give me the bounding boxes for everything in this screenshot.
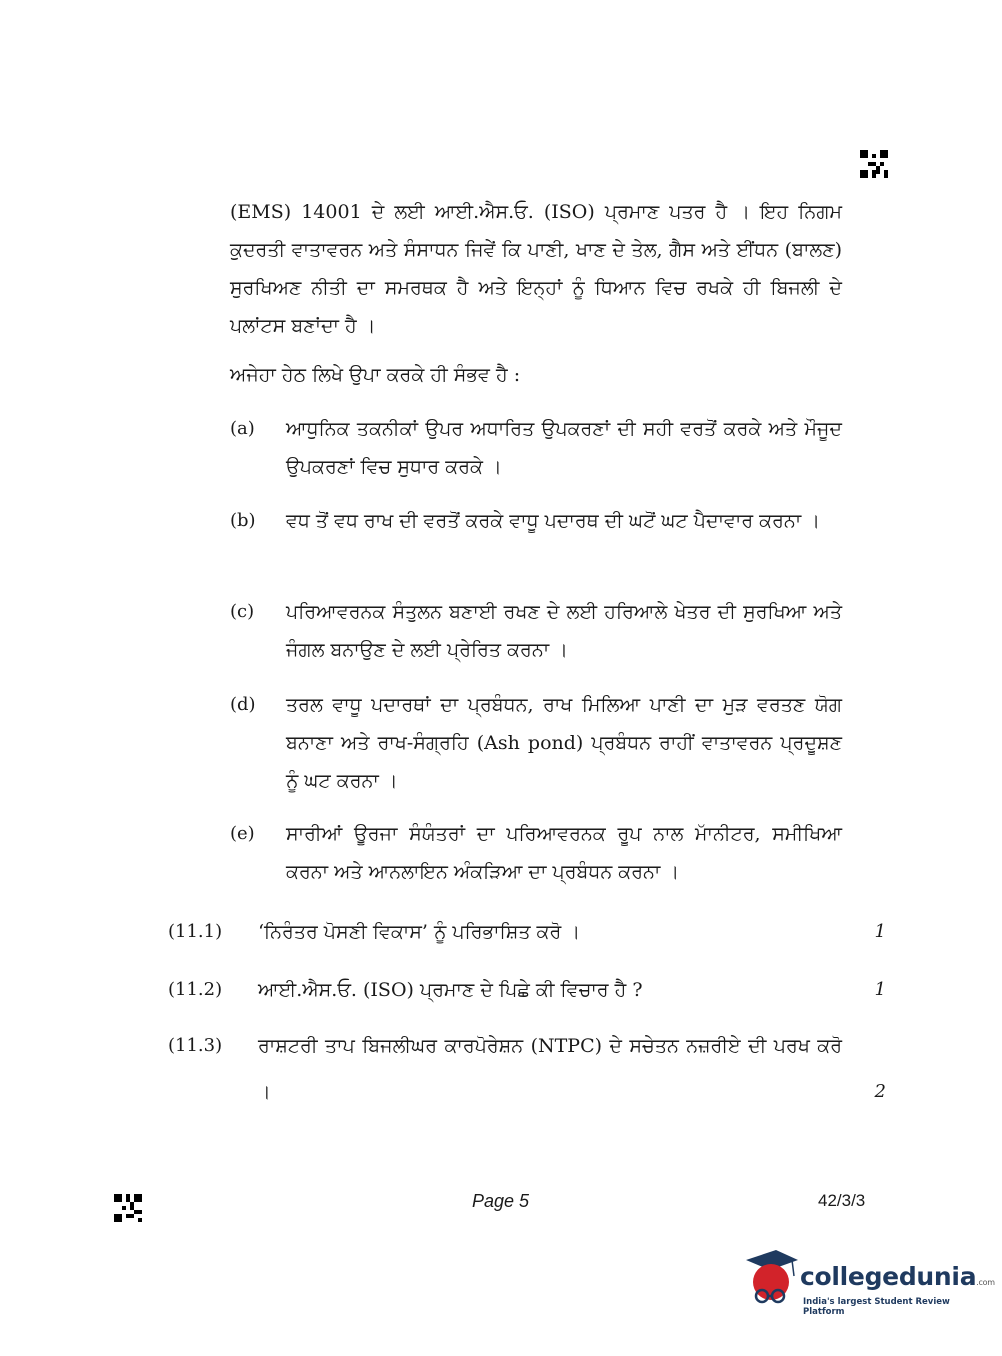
question-number: (11.2) (168, 979, 223, 1000)
mascot-logo-icon (742, 1248, 800, 1310)
question-text: ‘ਨਿਰੰਤਰ ਪੋਸਣੀ ਵਿਕਾਸ’ ਨੂੰ ਪਰਿਭਾਸ਼ਿਤ ਕਰੋ । (258, 921, 581, 943)
passage-paragraph: (EMS) 14001 ਦੇ ਲਈ ਆਈ.ਐਸ.ਓ. (ISO) ਪ੍ਰਮਾਣ ਪਤਰ ਹੈ । ਇਹ ਨਿਗਮ ਕੁਦਰਤੀ ਵਾਤਾਵਰਨ ਅਤੇ ਸੰਸਾਧਨ ਜਿਵੇਂ ਕਿ ਪਾਣੀ, ਖਾਣ ਦੇ ਤੇਲ, ਗੈਸ ਅਤੇ ਈਂਧਨ (ਬਾਲਣ) ਸੁਰਖਿਅਣ ਨੀਤੀ ਦਾ ਸਮਰਥਕ ਹੈ ਅਤੇ ਇਨ੍ਹਾਂ ਨੂੰ ਧਿਆਨ ਵਿਚ ਰਖਕੇ ਹੀ ਬਿਜਲੀ ਦੇ ਪਲਾਂਟਸ ਬਣਾਂਦਾ ਹੈ । (230, 201, 842, 337)
question-text: ਆਈ.ਐਸ.ਓ. (ISO) ਪ੍ਰਮਾਣ ਦੇ ਪਿਛੇ ਕੀ ਵਿਚਾਰ ਹੈ ? (258, 979, 643, 1001)
question-text: ਰਾਸ਼ਟਰੀ ਤਾਪ ਬਿਜਲੀਘਰ ਕਾਰਪੋਰੇਸ਼ਨ (NTPC) ਦੇ ਸਚੇਤਨ ਨਜ਼ਰੀਏ ਦੀ ਪਰਖ ਕਰੋ । (258, 1035, 842, 1103)
option-label: (e) (230, 823, 255, 844)
question-marks: 1 (874, 921, 886, 942)
option-label: (b) (230, 510, 256, 531)
question-number: (11.1) (168, 921, 223, 942)
question-marks: 2 (874, 1081, 886, 1102)
question-number: (11.3) (168, 1035, 223, 1056)
option-text: ਪਰਿਆਵਰਨਕ ਸੰਤੁਲਨ ਬਣਾਈ ਰਖਣ ਦੇ ਲਈ ਹਰਿਆਲੇ ਖੇਤਰ ਦੀ ਸੁਰਖਿਆ ਅਤੇ ਜੰਗਲ ਬਨਾਉਣ ਦੇ ਲਈ ਪ੍ਰੇਰਿਤ ਕਰਨਾ । (286, 601, 842, 661)
brand-tagline: India's largest Student Review Platform (803, 1297, 950, 1317)
brand-domain: .com (976, 1278, 995, 1287)
options-intro: ਅਜੇਹਾ ਹੇਠ ਲਿਖੇ ਉਪਾ ਕਰਕੇ ਹੀ ਸੰਭਵ ਹੈ : (230, 364, 521, 386)
qr-code-icon (860, 150, 888, 178)
option-text: ਤਰਲ ਵਾਧੂ ਪਦਾਰਥਾਂ ਦਾ ਪ੍ਰਬੰਧਨ, ਰਾਖ ਮਿਲਿਆ ਪਾਣੀ ਦਾ ਮੁੜ ਵਰਤਣ ਯੋਗ ਬਨਾਣਾ ਅਤੇ ਰਾਖ-ਸੰਗ੍ਰਹਿ (Ash pond) ਪ੍ਰਬੰਧਨ ਰਾਹੀਂ ਵਾਤਾਵਰਨ ਪ੍ਰਦੂਸ਼ਣ ਨੂੰ ਘਟ ਕਰਨਾ । (286, 694, 842, 792)
option-text: ਆਧੁਨਿਕ ਤਕਨੀਕਾਂ ਉਪਰ ਅਧਾਰਿਤ ਉਪਕਰਣਾਂ ਦੀ ਸਹੀ ਵਰਤੋਂ ਕਰਕੇ ਅਤੇ ਮੌਜੂਦ ਉਪਕਰਣਾਂ ਵਿਚ ਸੁਧਾਰ ਕਰਕੇ । (286, 418, 842, 478)
question-marks: 1 (874, 979, 886, 1000)
option-text: ਵਧ ਤੋਂ ਵਧ ਰਾਖ ਦੀ ਵਰਤੋਂ ਕਰਕੇ ਵਾਧੂ ਪਦਾਰਥ ਦੀ ਘਟੋਂ ਘਟ ਪੈਦਾਵਾਰ ਕਰਨਾ । (286, 510, 821, 532)
option-label: (c) (230, 601, 255, 622)
brand-watermark (742, 1248, 995, 1318)
option-label: (a) (230, 418, 255, 439)
option-label: (d) (230, 694, 256, 715)
paper-code: 42/3/3 (818, 1191, 866, 1210)
brand-name: collegedunia.com (800, 1262, 995, 1291)
page-number: Page 5 (472, 1191, 530, 1211)
qr-code-icon (114, 1194, 142, 1222)
option-text: ਸਾਰੀਆਂ ਊਰਜਾ ਸੰਯੰਤਰਾਂ ਦਾ ਪਰਿਆਵਰਨਕ ਰੂਪ ਨਾਲ ਮਾੱਨੀਟਰ, ਸਮੀਖਿਆ ਕਰਨਾ ਅਤੇ ਆਨਲਾਇਨ ਅੰਕੜਿਆ ਦਾ ਪ੍ਰਬੰਧਨ ਕਰਨਾ । (286, 823, 842, 883)
